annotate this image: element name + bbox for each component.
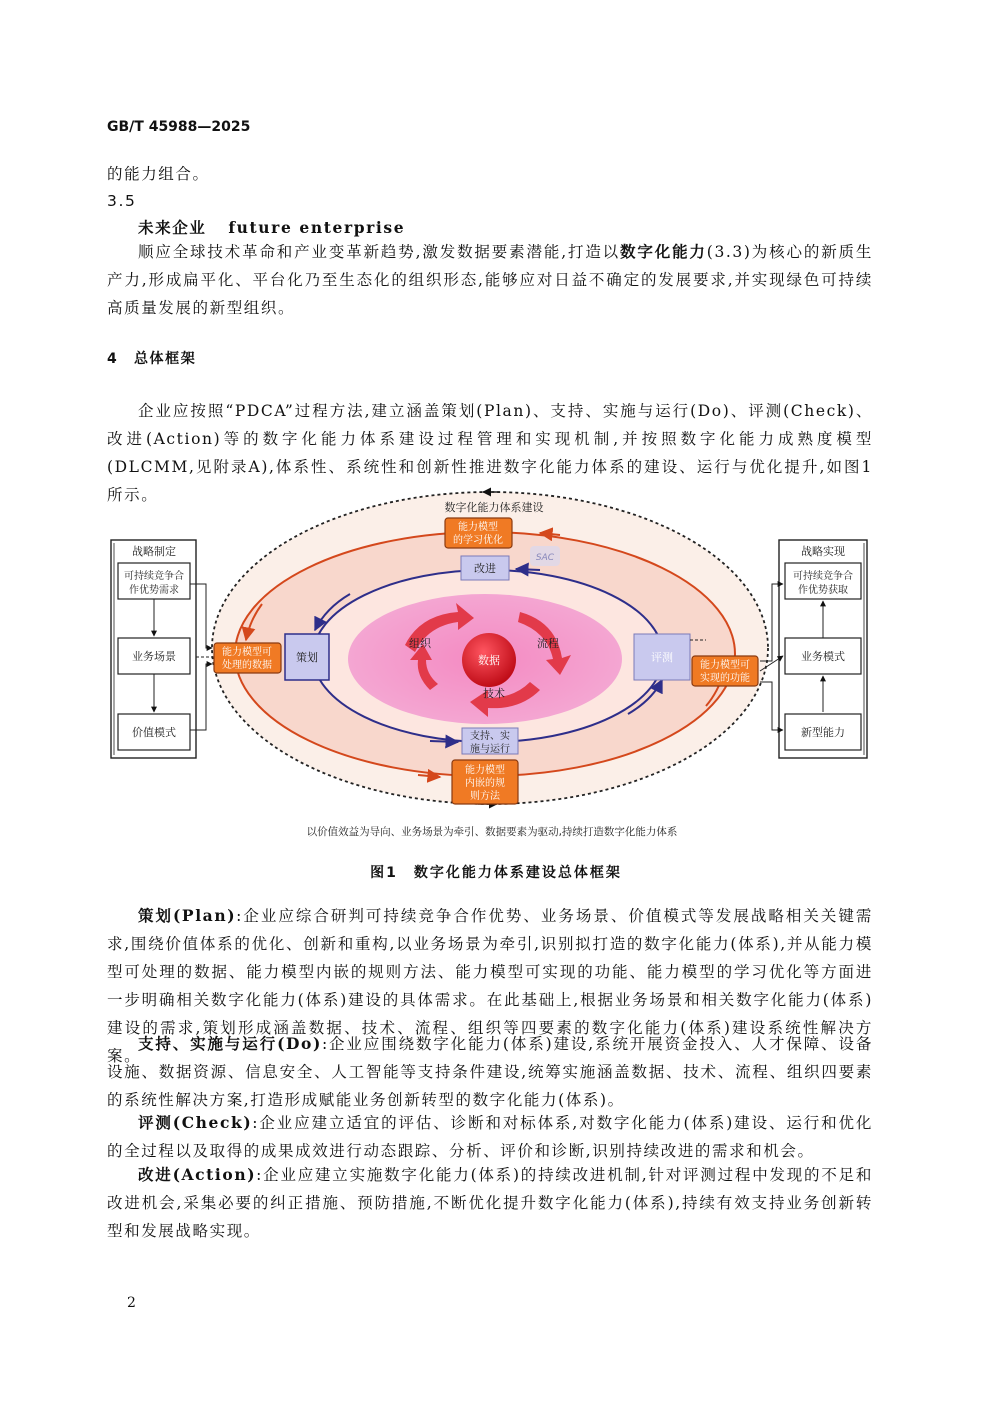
orange-bottom-line2: 内嵌的规 [465, 778, 505, 789]
check-body: :企业应建立适宜的评估、诊断和对标体系,对数字化能力(体系)建设、运行和优化的全过程以及取得的成果成效进行动态跟踪、分析、评价和诊断,识别持续改进的需求和机会。 [107, 1114, 874, 1160]
left-box1-line2: 作优势需求 [129, 585, 179, 596]
def-part2: (3.3)为核心的新质生产力,形成扁平化、平台化乃至生态化的组织形态,能够应对日益不确定的发展要求,并实现绿色可持续高质量发展的新型组织。 [107, 243, 873, 317]
standard-code: GB/T 45988—2025 [107, 119, 251, 135]
left-box2-label: 业务场景 [132, 650, 176, 663]
plan-label: 策划 [296, 651, 318, 664]
plan-body: :企业应综合研判可持续竞争合作优势、业务场景、价值模式等发展战略相关关键需求,围绕价值体系的优化、创新和重构,以业务场景为牵引,识别拟打造的数字化能力(体系),并从能力模型可处理的数据、能力模型内嵌的规则方法、能力模型可实现的功能、能力模型的学习优化等方面进一步明确相关数字化能力(体系)建设的具体需求。在此基础上,根据业务场景和相关数字化能力(体系)建设的需求,策划形成涵盖数据、技术、流程、组织等四要素的数字化能力(体系)建设系统性解决方案。 [107, 907, 873, 1065]
sac-logo [530, 546, 560, 566]
continuation-text: 的能力组合。 [107, 165, 210, 183]
core-right-label: 流程 [537, 637, 559, 650]
do-body: :企业应围绕数字化能力(体系)建设,系统开展资金投入、人才保障、设备设施、数据资源、信息安全、人工智能等支持条件建设,统筹实施涵盖数据、技术、流程、组织四要素的系统性解决方案,打造形成赋能业务创新转型的数字化能力(体系)。 [107, 1035, 873, 1109]
orange-right-line1: 能力模型可 [700, 660, 750, 671]
navy-arrow-top [516, 569, 540, 570]
paragraph-check [107, 1109, 873, 1165]
sac-logo-text: SAC [535, 553, 555, 563]
clause-number: 3.5 [107, 192, 137, 210]
action-lead: 改进(Action) [138, 1165, 257, 1184]
paragraph-action [107, 1161, 873, 1245]
section-heading: 4 总体框架 [107, 351, 197, 367]
orange-bottom-line3: 则方法 [470, 791, 500, 802]
core-center-label: 数据 [478, 654, 500, 667]
core-left-label: 组织 [409, 637, 431, 650]
section-intro: 企业应按照“PDCA”过程方法,建立涵盖策划(Plan)、支持、实施与运行(Do)、评测(Check)、改进(Action)等的数字化能力体系建设过程管理和实现机制,并按照数字化能力成熟度模型(DLCMM,见附录A),体系性、系统性和创新性推进数字化能力体系的建设、运行与优化提升,如图1所示。 [107, 402, 873, 504]
figure-caption: 图1 数字化能力体系建设总体框架 [370, 865, 622, 881]
right-box1-line1: 可持续竞争合 [793, 571, 853, 582]
plan-lead: 策划(Plan) [138, 906, 237, 925]
left-box3-label: 价值模式 [132, 726, 176, 739]
orange-right-line2: 实现的功能 [700, 673, 750, 684]
orange-left-line2: 处理的数据 [222, 660, 272, 671]
right-box2-label: 业务模式 [801, 650, 845, 663]
do-label-1: 支持、实 [470, 731, 510, 742]
orange-top-line2: 的学习优化 [453, 535, 503, 546]
do-lead: 支持、实施与运行(Do) [138, 1034, 322, 1053]
def-part1: 顺应全球技术革命和产业变革新趋势,激发数据要素潜能,打造以 [138, 243, 621, 261]
right-panel-title: 战略实现 [801, 545, 845, 558]
page-number: 2 [127, 1295, 136, 1311]
term-en: future enterprise [228, 218, 406, 237]
right-box3-label: 新型能力 [801, 726, 845, 739]
core-bottom-label: 技术 [483, 687, 505, 700]
term-zh: 未来企业 [138, 219, 207, 237]
def-bold: 数字化能力 [620, 243, 707, 261]
figure-bottom-caption: 以价值效益为导向、业务场景为牵引、数据要素为驱动,持续打造数字化能力体系 [306, 826, 678, 838]
left-box1-line1: 可持续竞争合 [124, 571, 184, 582]
check-lead: 评测(Check) [138, 1113, 253, 1132]
navy-arrow-bottom [430, 741, 458, 742]
right-box1-line2: 作优势获取 [798, 585, 848, 596]
left-panel-title: 战略制定 [132, 545, 176, 558]
action-label: 改进 [474, 562, 496, 575]
paragraph-do [107, 1030, 873, 1114]
orange-bottom-line1: 能力模型 [465, 765, 505, 776]
orange-top-line1: 能力模型 [458, 522, 498, 533]
do-label-2: 施与运行 [470, 744, 510, 755]
action-body: :企业应建立实施数字化能力(体系)的持续改进机制,针对评测过程中发现的不足和改进机会,采集必要的纠正措施、预防措施,不断优化提升数字化能力(体系),持续有效支持业务创新转型和发展战略实现。 [107, 1166, 873, 1240]
top-label: 数字化能力体系建设 [444, 501, 544, 514]
orange-left-line1: 能力模型可 [222, 647, 272, 658]
check-label: 评测 [651, 651, 673, 664]
